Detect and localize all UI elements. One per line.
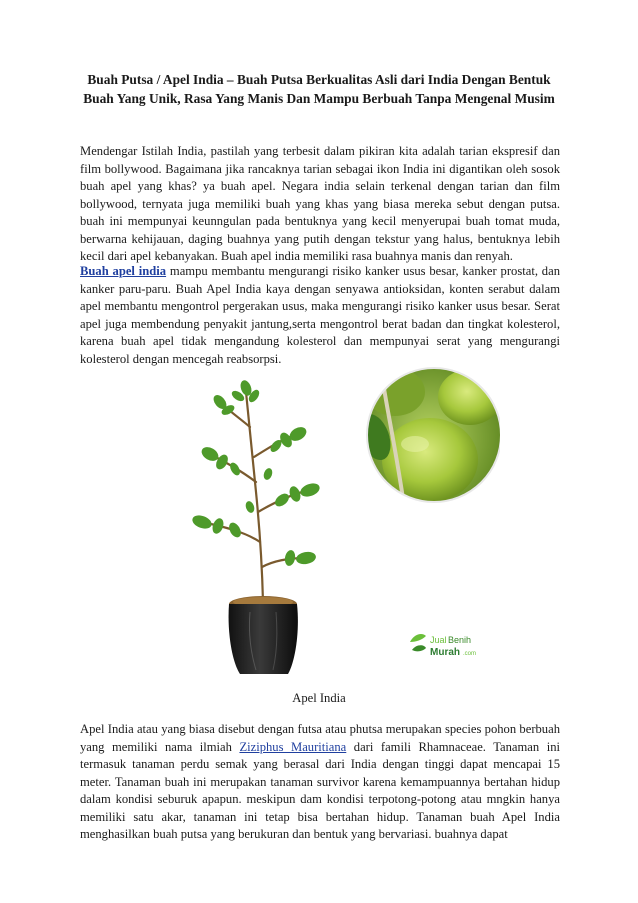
ziziphus-mauritiana-link[interactable]: Ziziphus Mauritiana bbox=[239, 739, 347, 754]
paragraph-benefits-text: mampu membantu mengurangi risiko kanker usus besar, kanker prostat, dan kanker paru-paru. Buah Apel India kaya dengan senyawa antioksidan, konten serabut dalam apel membantu mengontrol pergerakan usus, maka mengurangi risiko kanker usus besar. Serat apel juga membendung penyakit jantung,serta mengontrol berat badan dan tingkat kolesterol, karena buah apel tidak mengandung kolesterol dan mempunyai serat yang mengurangi kolesterol dengan mencegah reabsorpsi. bbox=[80, 264, 560, 366]
apple-plant-illustration bbox=[180, 362, 500, 680]
logo-jual: Jual bbox=[430, 635, 447, 645]
logo-com: .com bbox=[463, 651, 477, 657]
paragraph-benefits bbox=[80, 263, 560, 368]
paragraph-description-rest: dari famili Rhamnaceae. Tanaman ini termasuk tanaman perdu semak yang berasal dari India dengan tinggi dapat mencapai 15 meter. Tanaman buah ini merupakan tanaman survivor karena kemampuannya bertahan hidup dalam kondisi seburuk apapun. meskipun dam kondisi terpotong-potong atau mngkin hanya memiliki satu akar, tanaman ini tetap bisa bertahan hidup. Tanaman buah Apel India menghasilkan buah putsa yang berukuran dan bentuk yang bervariasi. buahnya dapat bbox=[80, 739, 560, 841]
buah-apel-india-link[interactable]: Buah apel india bbox=[80, 264, 167, 278]
paragraph-intro: Mendengar Istilah India, pastilah yang terbesit dalam pikiran kita adalah tarian ekspresif dan film bollywood. Bagaimana jika rancaknya tarian sebagai ikon India ini digantikan oleh sosok buah apel yang khas? ya buah apel. Negara india selain terkenal dengan tarian dan film bollywood, ternyata juga memiliki buah yang khas yang biasa mereka sebut dengan putsa. buah ini mempunyai keunngulan pada bentuknya yang kecil menyerupai buah tomat muda, berwarna kehijauan, daging buahnya yang putih dengan tekstur yang halus, bentuknya lebih kecil dari apel kebanyakan. Buah apel india memiliki rasa buahnya manis dan renyah. bbox=[80, 144, 560, 263]
product-image bbox=[180, 362, 500, 680]
paragraph-description-start: Apel India atau yang biasa disebut dengan futsa atau phutsa merupakan species pohon berbuah yang memiliki nama ilmiah bbox=[80, 722, 560, 754]
logo-benih: Benih bbox=[448, 635, 472, 645]
paragraph-description bbox=[80, 721, 560, 844]
jualbenihmurah-logo bbox=[410, 634, 476, 658]
figure-caption: Apel India bbox=[292, 691, 346, 705]
document-title: Buah Putsa / Apel India – Buah Putsa Berkualitas Asli dari India Dengan Bentuk Buah Yang Unik, Rasa Yang Manis Dan Mampu Berbuah Tanpa Mengenal Musim bbox=[83, 72, 555, 106]
polybag bbox=[229, 604, 298, 674]
logo-murah: Murah bbox=[430, 647, 460, 658]
